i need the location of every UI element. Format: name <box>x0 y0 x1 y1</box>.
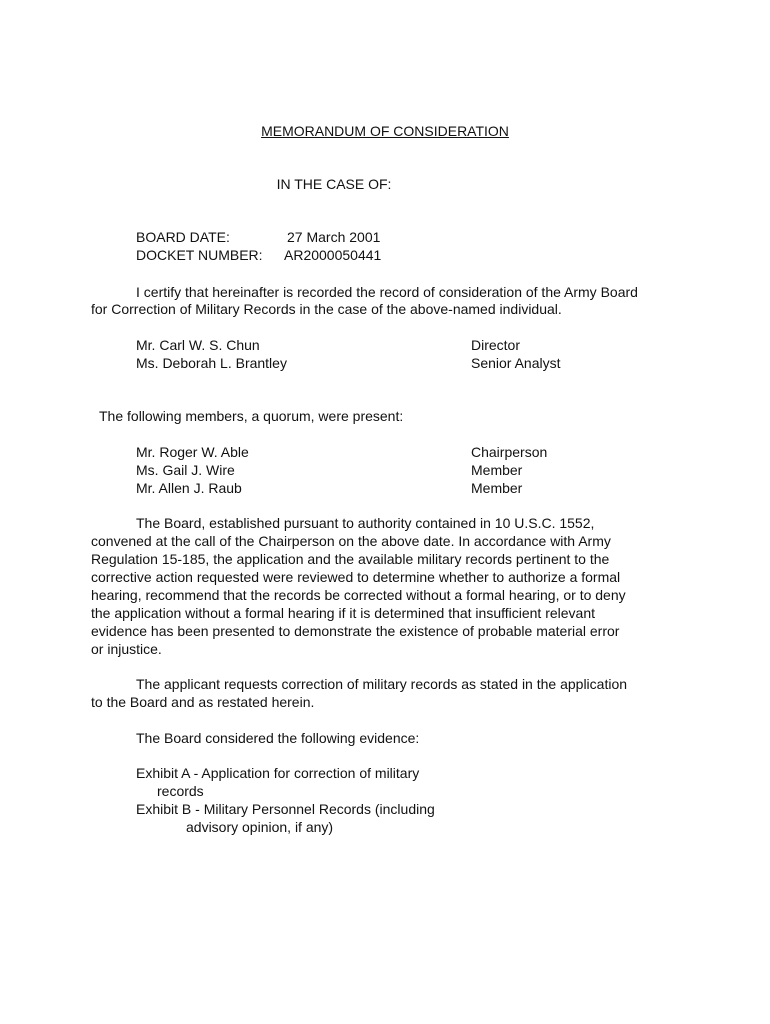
exhibit-b: Exhibit B - Military Personnel Records (including <box>136 801 435 817</box>
board-paragraph-line: The Board, established pursuant to authority contained in 10 U.S.C. 1552, <box>136 515 595 531</box>
board-paragraph-line: Regulation 15-185, the application and the available military records pertinent to the <box>91 551 610 567</box>
staff-role: Director <box>471 337 521 353</box>
evidence-intro: The Board considered the following evidence: <box>136 730 420 746</box>
request-paragraph-line: The applicant requests correction of military records as stated in the application <box>136 676 628 692</box>
certify-paragraph-line: for Correction of Military Records in the case of the above-named individual. <box>91 301 562 317</box>
docket-number-label: DOCKET NUMBER: <box>136 247 263 263</box>
board-paragraph-line: hearing, recommend that the records be corrected without a formal hearing, or to deny <box>91 587 626 603</box>
board-paragraph-line: or injustice. <box>91 641 162 657</box>
member-name: Mr. Allen J. Raub <box>136 480 242 496</box>
docket-number-value: AR2000050441 <box>284 247 382 263</box>
exhibit-b-continuation: advisory opinion, if any) <box>186 819 334 835</box>
memorandum-title: MEMORANDUM OF CONSIDERATION <box>261 123 509 139</box>
staff-name: Ms. Deborah L. Brantley <box>136 355 287 371</box>
case-heading: IN THE CASE OF: <box>276 176 392 192</box>
member-name: Mr. Roger W. Able <box>136 444 249 460</box>
certify-paragraph-line: I certify that hereinafter is recorded the record of consideration of the Army Board <box>136 284 638 300</box>
board-paragraph-line: evidence has been presented to demonstrate the existence of probable material error <box>91 623 620 639</box>
exhibit-a-continuation: records <box>157 783 204 799</box>
board-date-label: BOARD DATE: <box>136 229 230 245</box>
member-role: Chairperson <box>471 444 548 460</box>
board-paragraph-line: the application without a formal hearing if it is determined that insufficient relevant <box>91 605 596 621</box>
exhibit-a: Exhibit A - Application for correction of military <box>136 765 420 781</box>
request-paragraph-line: to the Board and as restated herein. <box>91 694 315 710</box>
staff-role: Senior Analyst <box>471 355 561 371</box>
board-paragraph-line: corrective action requested were reviewed to determine whether to authorize a formal <box>91 569 621 585</box>
board-date-value: 27 March 2001 <box>287 229 381 245</box>
member-role: Member <box>471 462 523 478</box>
board-paragraph-line: convened at the call of the Chairperson on the above date. In accordance with Army <box>91 533 611 549</box>
member-role: Member <box>471 480 523 496</box>
quorum-intro: The following members, a quorum, were present: <box>99 408 404 424</box>
staff-name: Mr. Carl W. S. Chun <box>136 337 260 353</box>
member-name: Ms. Gail J. Wire <box>136 462 235 478</box>
